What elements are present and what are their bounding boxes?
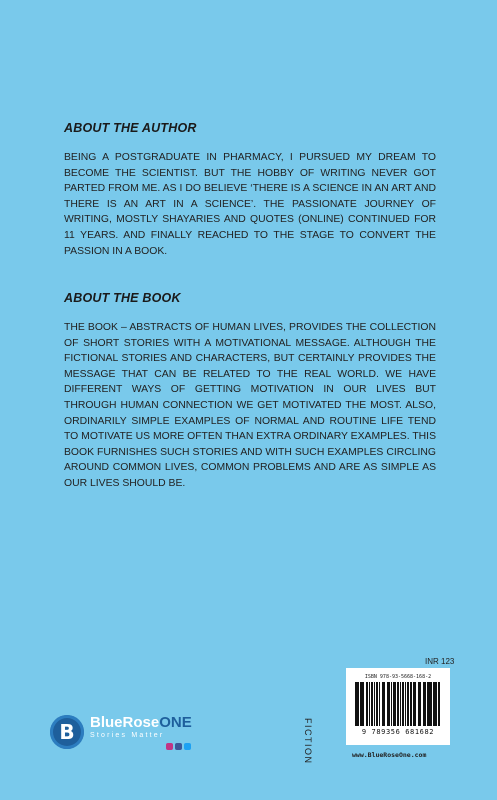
barcode-bar [362,682,364,726]
barcode [346,668,450,745]
barcode-bar [403,682,404,726]
barcode-bar [405,682,406,726]
barcode-bar [434,682,435,726]
logo-letter: B [59,720,75,744]
publisher-name-part1: BlueRose [90,714,160,731]
price-label: INR 123 [425,657,455,666]
barcode-bar [389,682,390,726]
barcode-bar [372,682,373,726]
author-paragraph: BEING A POSTGRADUATE IN PHARMACY, I PURSUED MY DREAM TO BECOME THE SCIENTIST. BUT THE HOBBY OF WRITING NEVER GOT PARTED FROM ME. AS I DO BELIEVE ‘THERE IS A SCIENCE IN AN ART AND THERE IS AN ART IN A SCIENCE’. THE PASSIONATE JOURNEY OF WRITING, MOSTLY SHAYARIES AND QUOTES (ONLINE) CONTINUED FOR 11 YEARS. AND FINALLY REACHED TO THE STAGE TO CONVERT THE PASSION IN A BOOK. [64,152,436,257]
barcode-bars [355,682,441,726]
barcode-bar [379,682,381,726]
bluerose-logo-icon [50,715,84,749]
publisher-name-part2: ONE [159,714,192,731]
isbn-label: ISBN 978-93-5668-168-2 [364,674,432,680]
barcode-bar [394,682,396,726]
publisher-logo [50,714,192,750]
heading-about-book: ABOUT THE BOOK [64,291,181,305]
barcode-bar [367,682,368,726]
book-paragraph: THE BOOK – ABSTRACTS OF HUMAN LIVES, PROVIDES THE COLLECTION OF SHORT STORIES WITH A MOTIVATIONAL MESSAGE. ALTHOUGH THE FICTIONAL STORIES AND CHARACTERS, BUT CERTAINLY PROVIDES THE MESSAGE THAT CAN BE RELATED TO THE REAL WORLD. WE HAVE DIFFERENT WAYS OF GETTING MOTIVATION IN OUR LIVES BUT THROUGH HUMAN CONNECTION WE GET MOTIVATED THE MOST. ALSO, ORDINARILY SIMPLE EXAMPLES OF NORMAL AND ROUTINE LIFE TEND TO MOTIVATE US MORE OFTEN THAN EXTRA ORDINARY EXAMPLES. THIS BOOK FURNISHES SUCH STORIES AND WITH SUCH EXAMPLES CIRCLING AROUND COMMON LIVES, COMMON PROBLEMS AND ARE AS SIMPLE AS OUR LIVES SHOULD BE. [64,322,436,489]
social-icons [166,743,192,750]
barcode-bar [357,682,358,726]
barcode-bar [410,682,412,726]
barcode-bar [384,682,385,726]
barcode-bar [439,682,440,726]
barcode-bar [436,682,437,726]
publisher-tagline: Stories Matter [90,732,165,739]
barcode-bar [415,682,416,726]
genre-label: FICTION [303,718,313,765]
barcode-bar [400,682,401,726]
barcode-bar [420,682,421,726]
barcode-bar [429,682,430,726]
barcode-bar [425,682,426,726]
barcode-bar [374,682,375,726]
isbn-number: 9 789356 681682 [361,728,435,736]
barcode-bar [431,682,432,726]
heading-about-author: ABOUT THE AUTHOR [64,121,197,135]
twitter-icon [184,743,191,750]
publisher-text-block [90,714,192,750]
facebook-icon [175,743,182,750]
publisher-website: www.BlueRoseOne.com [352,751,427,759]
instagram-icon [166,743,173,750]
publisher-name [90,714,192,731]
barcode-bar [369,682,370,726]
